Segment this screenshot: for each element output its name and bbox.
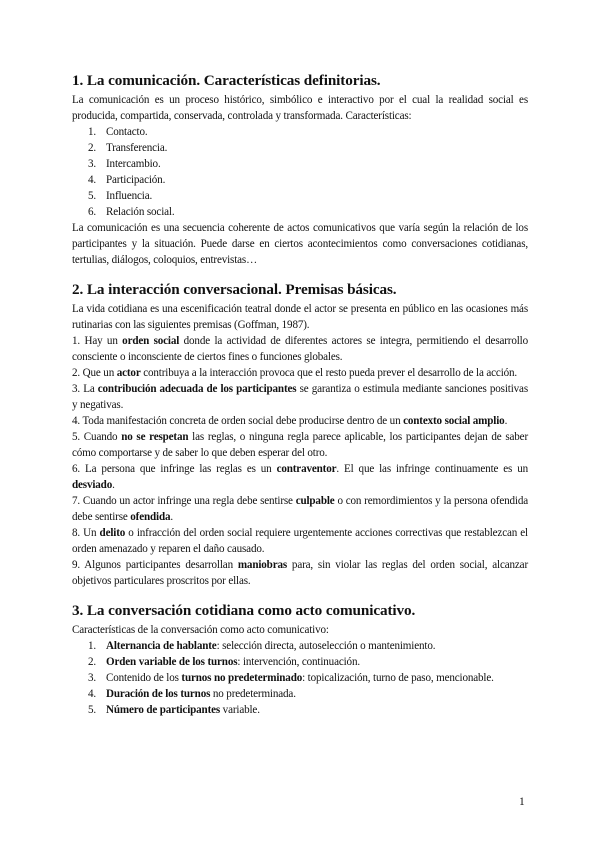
section-1-title: 1. La comunicación. Características definitorias. (72, 72, 381, 89)
premise-2: 2. Que un actor contribuya a la interacción provoca que el resto pueda prever el desarrollo de la acción. (72, 367, 518, 379)
premise-5: 5. Cuando no se respetan las reglas, o ninguna regla parece aplicable, los participantes dejan de saber cómo comportarse y de saber lo que deben esperar del otro. (72, 431, 528, 459)
list-item: 5. Número de participantes variable. (88, 704, 260, 716)
list-item: 2. Orden variable de los turnos: intervención, continuación. (88, 656, 360, 668)
list-item: 3. Intercambio. (88, 158, 161, 170)
list-item: 1. Alternancia de hablante: selección directa, autoselección o mantenimiento. (88, 640, 436, 652)
section-1-outro: La comunicación es una secuencia coherente de actos comunicativos que varía según la relación de los participantes y la situación. Puede darse en ciertos acontecimientos como conversaciones cotidianas, tertulias, diálogos, coloquios, entrevistas… (72, 222, 528, 266)
section-2-intro: La vida cotidiana es una escenificación teatral donde el actor se presenta en público en las ocasiones más rutinarias con las siguientes premisas (Goffman, 1987). (72, 303, 528, 331)
premise-9: 9. Algunos participantes desarrollan maniobras para, sin violar las reglas del orden social, alcanzar objetivos particulares proscritos por ellas. (72, 559, 528, 587)
conversation-characteristics-list (72, 638, 528, 718)
list-item: 1. Contacto. (88, 126, 148, 138)
premise-1: 1. Hay un orden social donde la actividad de diferentes actores se integra, permitiendo el desarrollo consciente o inconsciente de ciertos fines o funciones globales. (72, 335, 529, 363)
section-2-title: 2. La interacción conversacional. Premisas básicas. (72, 281, 397, 298)
section-3-intro: Características de la conversación como acto comunicativo: (72, 624, 329, 636)
list-item: 4. Participación. (88, 174, 166, 186)
list-item: 5. Influencia. (88, 190, 153, 202)
characteristics-list (72, 124, 528, 220)
page-number: 1 (519, 796, 525, 808)
list-item: 3. Contenido de los turnos no predeterminado: topicalización, turno de paso, mencionable. (88, 672, 494, 684)
premise-8: 8. Un delito o infracción del orden social requiere urgentemente acciones correctivas que restablezcan el orden amenazado y reparen el daño causado. (72, 527, 528, 555)
premise-4: 4. Toda manifestación concreta de orden social debe producirse dentro de un contexto social amplio. (72, 415, 508, 427)
document-page (72, 71, 528, 718)
section-2 (72, 280, 528, 589)
list-item: 2. Transferencia. (88, 142, 168, 154)
premise-3: 3. La contribución adecuada de los participantes se garantiza o estimula mediante sanciones positivas y negativas. (72, 383, 528, 411)
section-1-intro: La comunicación es un proceso histórico, simbólico e interactivo por el cual la realidad social es producida, compartida, conservada, controlada y transformada. Características: (72, 94, 528, 122)
section-1 (72, 71, 528, 268)
section-3 (72, 601, 528, 718)
premise-7: 7. Cuando un actor infringe una regla debe sentirse culpable o con remordimientos y la persona ofendida debe sentirse ofendida. (72, 495, 528, 523)
list-item: 4. Duración de los turnos no predeterminada. (88, 688, 296, 700)
section-3-title: 3. La conversación cotidiana como acto comunicativo. (72, 602, 416, 619)
list-item: 6. Relación social. (88, 206, 175, 218)
premise-6: 6. La persona que infringe las reglas es un contraventor. El que las infringe continuamente es un desviado. (72, 463, 529, 491)
